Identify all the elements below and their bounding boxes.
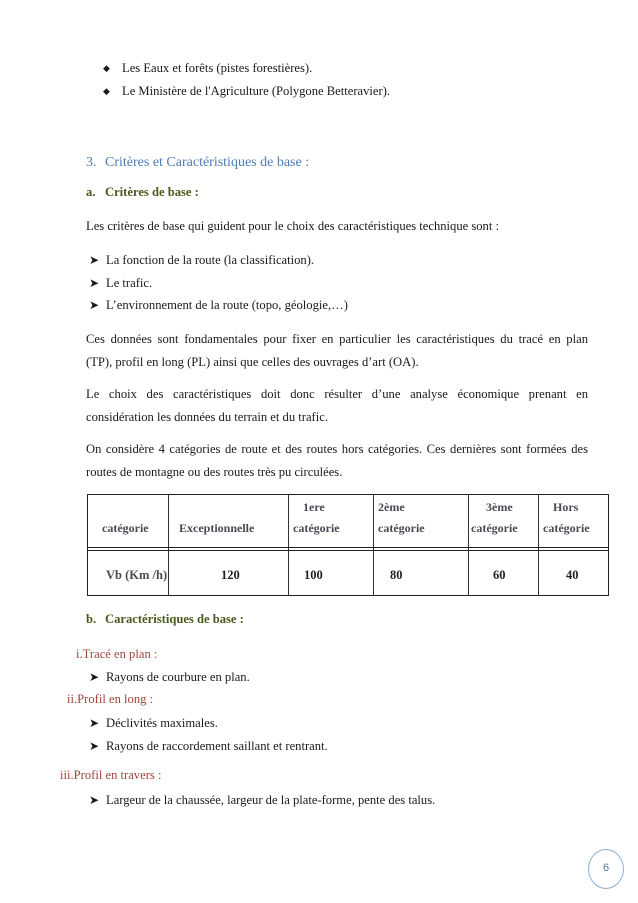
list-item: Largeur de la chaussée, largeur de la plate-forme, pente des talus. (106, 793, 436, 807)
table-header-top: Hors (553, 500, 579, 514)
paragraph-line: Le choix des caractéristiques doit donc résulter d’une analyse économique prenant en (86, 387, 588, 401)
table-header: catégorie (471, 521, 518, 535)
group-numeral: iii. (60, 768, 74, 782)
group-numeral: ii. (67, 692, 78, 706)
paragraph-line: (TP), profil en long (PL) ainsi que celles des ouvrages d’art (OA). (86, 355, 419, 369)
paragraph-line: On considère 4 catégories de route et des routes hors catégories. Ces dernières sont formées des (86, 442, 588, 456)
list-item: Déclivités maximales. (106, 716, 218, 730)
categories-table (87, 494, 609, 596)
list-item: La fonction de la route (la classification). (106, 253, 315, 267)
arrow-bullet-icon: ➤ (89, 739, 100, 753)
subsection-title-a: Critères de base : (105, 185, 199, 199)
table-cell: 60 (493, 568, 506, 582)
paragraph-line: considération les données du terrain et du trafic. (86, 410, 328, 424)
list-item: Le trafic. (106, 276, 153, 290)
diamond-bullet-icon: ◆ (103, 86, 110, 96)
list-item: Le Ministère de l'Agriculture (Polygone Betteravier). (122, 84, 391, 98)
group-title: Profil en long : (77, 692, 154, 706)
list-item: Les Eaux et forêts (pistes forestières). (122, 61, 313, 75)
table-cell: 120 (221, 568, 240, 582)
list-item: Rayons de courbure en plan. (106, 670, 250, 684)
arrow-bullet-icon: ➤ (89, 298, 100, 312)
arrow-bullet-icon: ➤ (89, 253, 100, 267)
table-header-top: 1ere (303, 500, 325, 514)
page-number: 6 (602, 862, 610, 874)
page-number-badge (588, 849, 624, 889)
arrow-bullet-icon: ➤ (89, 276, 100, 290)
table-header: catégorie (543, 521, 590, 535)
group-heading (67, 692, 153, 707)
section-number: 3. (86, 155, 97, 170)
subsection-letter-b: b. (86, 612, 97, 626)
section-title: Critères et Caractéristiques de base : (105, 155, 310, 170)
group-title: Profil en travers : (73, 768, 162, 782)
intro-text: Les critères de base qui guident pour le choix des caractéristiques technique sont : (86, 219, 500, 233)
arrow-bullet-icon: ➤ (89, 793, 100, 807)
table-header: catégorie (293, 521, 340, 535)
diamond-bullet-icon: ◆ (103, 63, 110, 73)
table-header: Exceptionnelle (179, 521, 255, 535)
list-item: L’environnement de la route (topo, géologie,…) (106, 298, 348, 312)
subsection-title-b: Caractéristiques de base : (105, 612, 244, 626)
table-cell: 80 (390, 568, 403, 582)
table-cell: 40 (566, 568, 579, 582)
list-item: Rayons de raccordement saillant et rentrant. (106, 739, 328, 753)
table-header: catégorie (102, 521, 149, 535)
group-heading (76, 647, 157, 662)
arrow-bullet-icon: ➤ (89, 670, 100, 684)
paragraph-line: routes de montagne ou des routes très pu circulées. (86, 465, 343, 479)
table-header: catégorie (378, 521, 425, 535)
group-heading (60, 768, 161, 783)
subsection-letter-a: a. (86, 185, 96, 199)
table-row-label: Vb (Km /h) (106, 568, 168, 582)
arrow-bullet-icon: ➤ (89, 716, 100, 730)
table-header-top: 3ème (486, 500, 513, 514)
table-header-top: 2ème (378, 500, 405, 514)
group-numeral: i. (76, 647, 83, 661)
table-cell: 100 (304, 568, 323, 582)
group-title: Tracé en plan : (82, 647, 158, 661)
paragraph-line: Ces données sont fondamentales pour fixer en particulier les caractéristiques du tracé en plan (86, 332, 588, 346)
